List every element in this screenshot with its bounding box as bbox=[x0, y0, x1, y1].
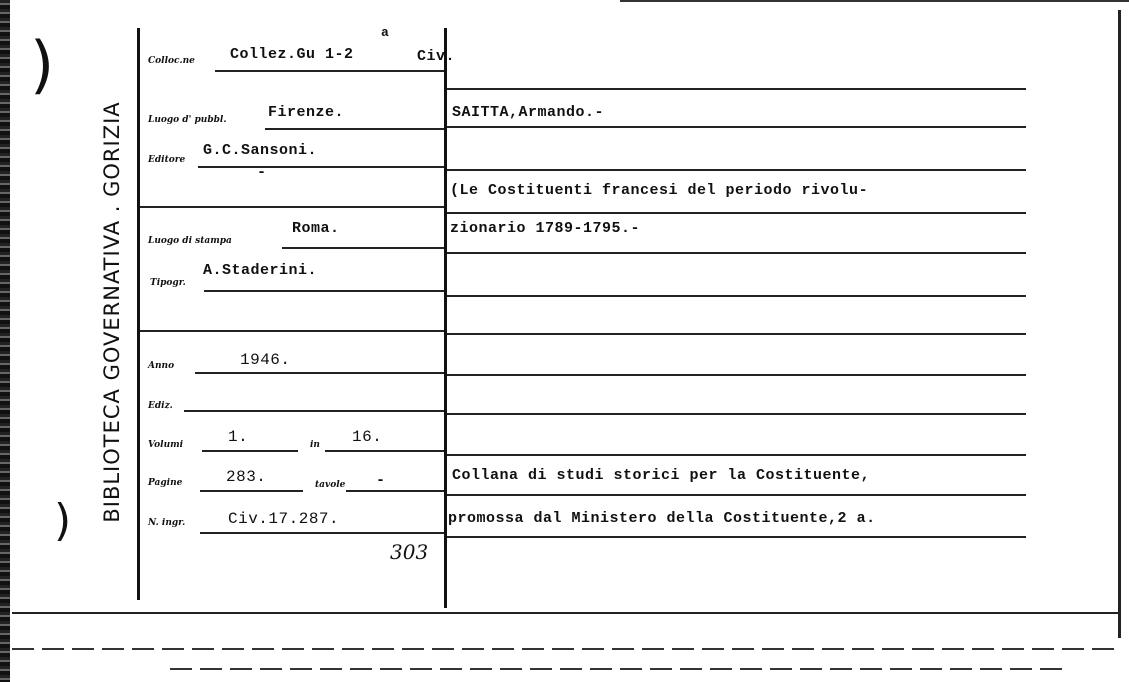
rule-right-11 bbox=[447, 536, 1026, 538]
label-in: in bbox=[310, 440, 320, 450]
rule-right-10 bbox=[447, 494, 1026, 496]
rule-in bbox=[325, 450, 444, 452]
value-anno: 1946. bbox=[240, 351, 291, 369]
rule-luogo-stampa bbox=[282, 247, 444, 249]
rule-collocazione bbox=[215, 70, 444, 72]
rule-right-7 bbox=[447, 374, 1026, 376]
value-collocazione: Collez.Gu 1-2 bbox=[230, 46, 354, 63]
value-n-ingr: Civ.17.287. bbox=[228, 510, 340, 528]
label-luogo-pubbl: Luogo d' pubbl. bbox=[148, 115, 227, 125]
entry-title-line2: zionario 1789-1795.- bbox=[450, 220, 641, 237]
label-luogo-stampa: Luogo di stampa bbox=[148, 236, 232, 246]
rule-right-9 bbox=[447, 454, 1026, 456]
binding-bracket-bottom: ) bbox=[54, 495, 72, 546]
rule-editore bbox=[198, 166, 444, 168]
value-collocazione-tail: Civ. bbox=[417, 48, 456, 65]
card-left-edge bbox=[0, 0, 10, 682]
rule-luogo-pubbl bbox=[265, 128, 444, 130]
library-stamp: BIBLIOTECA GOVERNATIVA . GORIZIA bbox=[100, 101, 124, 523]
value-tipogr: A.Staderini. bbox=[203, 262, 318, 279]
entry-author: SAITTA,Armando.- bbox=[452, 104, 605, 121]
rule-right-1 bbox=[447, 126, 1026, 128]
value-editore: G.C.Sansoni. bbox=[203, 142, 318, 159]
card-bottom-edge bbox=[12, 612, 1118, 614]
next-card-edge bbox=[12, 648, 1118, 650]
label-anno: Anno bbox=[148, 361, 175, 371]
rule-right-0 bbox=[447, 88, 1026, 90]
center-divider-line bbox=[444, 28, 447, 608]
rule-right-5 bbox=[447, 295, 1026, 297]
rule-anno bbox=[195, 372, 444, 374]
card-right-edge bbox=[1118, 10, 1121, 638]
label-pagine: Pagine bbox=[148, 478, 183, 488]
value-editore-extra: - bbox=[257, 164, 267, 181]
rule-right-8 bbox=[447, 413, 1026, 415]
value-luogo-pubbl: Firenze. bbox=[268, 104, 345, 121]
rule-pagine bbox=[200, 490, 303, 492]
rule-right-3 bbox=[447, 212, 1026, 214]
handwritten-note: 303 bbox=[390, 540, 429, 564]
label-tavole: tavole bbox=[315, 480, 346, 490]
next-card-edge-lower bbox=[170, 668, 1070, 670]
rule-blank-2 bbox=[140, 330, 444, 332]
rule-volumi bbox=[202, 450, 298, 452]
value-in: 16. bbox=[352, 428, 383, 446]
binding-bracket-top: ) bbox=[30, 28, 55, 101]
left-margin-line bbox=[137, 28, 140, 600]
rule-tavole bbox=[346, 490, 444, 492]
value-pagine: 283. bbox=[226, 468, 267, 486]
value-volumi: 1. bbox=[228, 428, 249, 446]
card-top-edge bbox=[620, 0, 1129, 2]
rule-n-ingr bbox=[200, 532, 444, 534]
rule-tipogr bbox=[204, 290, 444, 292]
value-tavole: - bbox=[376, 472, 386, 489]
rule-right-2 bbox=[447, 169, 1026, 171]
label-editore: Editore bbox=[148, 155, 186, 165]
rule-ediz bbox=[184, 410, 444, 412]
rule-right-6 bbox=[447, 333, 1026, 335]
value-luogo-stampa: Roma. bbox=[292, 220, 340, 237]
entry-series-line2: promossa dal Ministero della Costituente,2 a. bbox=[448, 510, 876, 527]
entry-series-line1: Collana di studi storici per la Costituente, bbox=[452, 467, 871, 484]
rule-blank-1 bbox=[140, 206, 444, 208]
label-tipogr: Tipogr. bbox=[150, 278, 186, 288]
value-collocazione-superscript: a bbox=[381, 25, 390, 40]
entry-title-line1: (Le Costituenti francesi del periodo rivolu- bbox=[450, 182, 869, 199]
label-ediz: Ediz. bbox=[148, 401, 173, 411]
label-n-ingr: N. ingr. bbox=[148, 518, 186, 528]
label-volumi: Volumi bbox=[148, 440, 184, 450]
label-collocazione: Colloc.ne bbox=[148, 56, 195, 66]
rule-right-4 bbox=[447, 252, 1026, 254]
